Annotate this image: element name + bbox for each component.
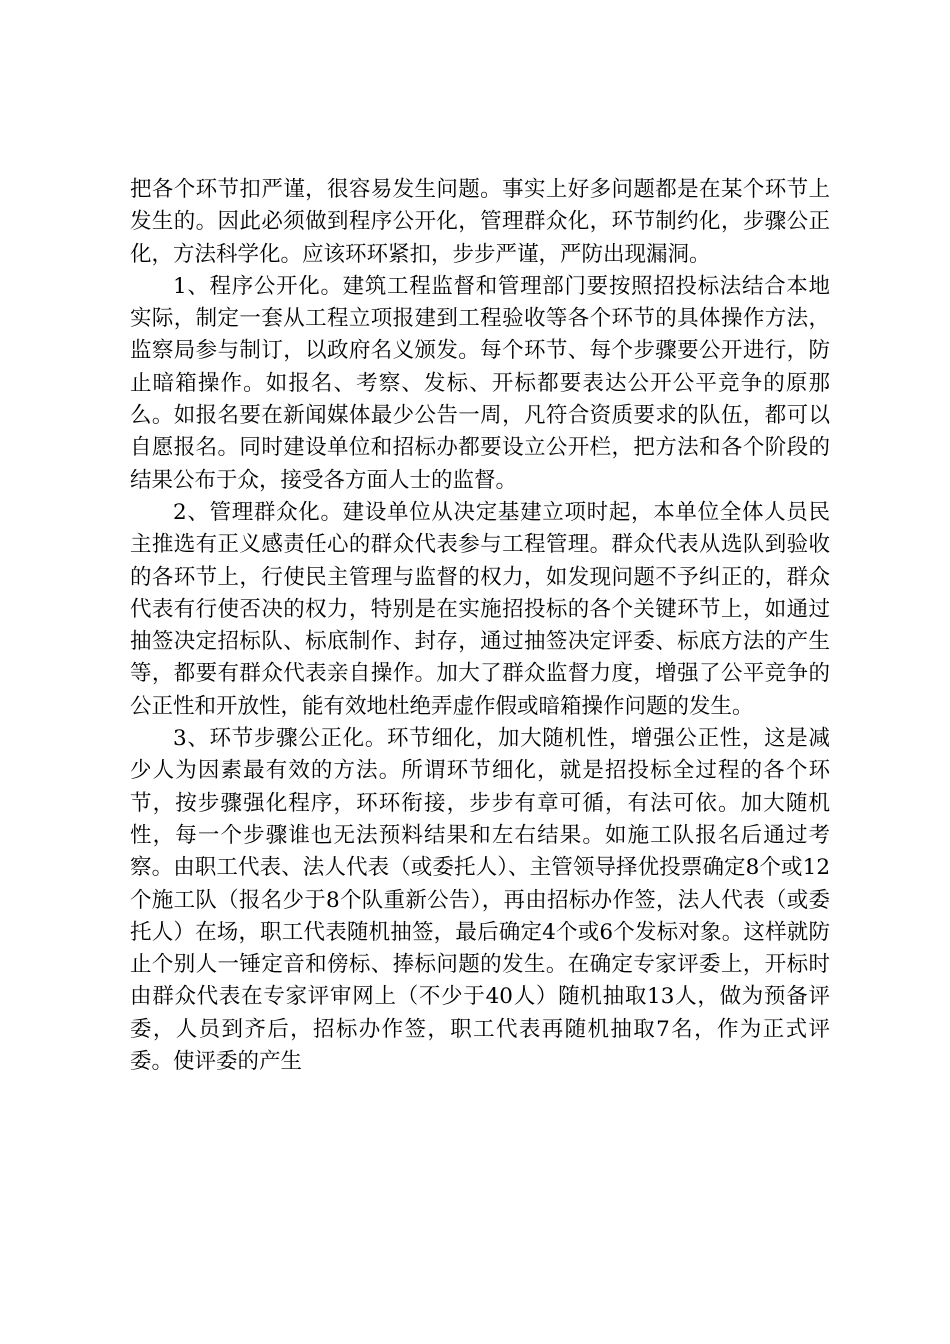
paragraph-mass-management: 2、管理群众化。建设单位从决定基建立项时起，本单位全体人员民主推选有正义感责任心的群众代表参与工程管理。群众代表从选队到验收的各环节上，行使民主管理与监督的权力，如发现问题不予纠正的，群众代表有行使否决的权力，特别是在实施招投标的各个关键环节上，如通过抽签决定招标队、标底制作、封存，通过抽签决定评委、标底方法的产生等，都要有群众代表亲自操作。加大了群众监督力度，增强了公平竞争的公正性和开放性，能有效地杜绝弄虚作假或暗箱操作问题的发生。 xyxy=(130,499,830,719)
body-text xyxy=(130,174,830,1078)
paragraph-continued: 把各个环节扣严谨，很容易发生问题。事实上好多问题都是在某个环节上发生的。因此必须做到程序公开化，管理群众化，环节制约化，步骤公正化，方法科学化。应该环环紧扣，步步严谨，严防出现漏洞。 xyxy=(130,177,830,267)
paragraph-step-fairness: 3、环节步骤公正化。环节细化，加大随机性，增强公正性，这是减少人为因素最有效的方法。所谓环节细化，就是招投标全过程的各个环节，按步骤强化程序，环环衔接，步步有章可循，有法可依。加大随机性，每一个步骤谁也无法预料结果和左右结果。如施工队报名后通过考察。由职工代表、法人代表（或委托人）、主管领导择优投票确定8个或12个施工队（报名少于8个队重新公告），再由招标办作签，法人代表（或委托人）在场，职工代表随机抽签，最后确定4个或6个发标对象。这样就防止个别人一锤定音和傍标、捧标问题的发生。在确定专家评委上，开标时由群众代表在专家评审网上（不少于40人）随机抽取13人，做为预备评委，人员到齐后，招标办作签，职工代表再随机抽取7名，作为正式评委。使评委的产生 xyxy=(130,726,830,1075)
paragraph-program-openness: 1、程序公开化。建筑工程监督和管理部门要按照招投标法结合本地实际，制定一套从工程立项报建到工程验收等各个环节的具体操作方法，监察局参与制订，以政府名义颁发。每个环节、每个步骤要公开进行，防止暗箱操作。如报名、考察、发标、开标都要表达公开公平竞争的原那么。如报名要在新闻媒体最少公告一周，凡符合资质要求的队伍，都可以自愿报名。同时建设单位和招标办都要设立公开栏，把方法和各个阶段的结果公布于众，接受各方面人士的监督。 xyxy=(130,273,830,493)
